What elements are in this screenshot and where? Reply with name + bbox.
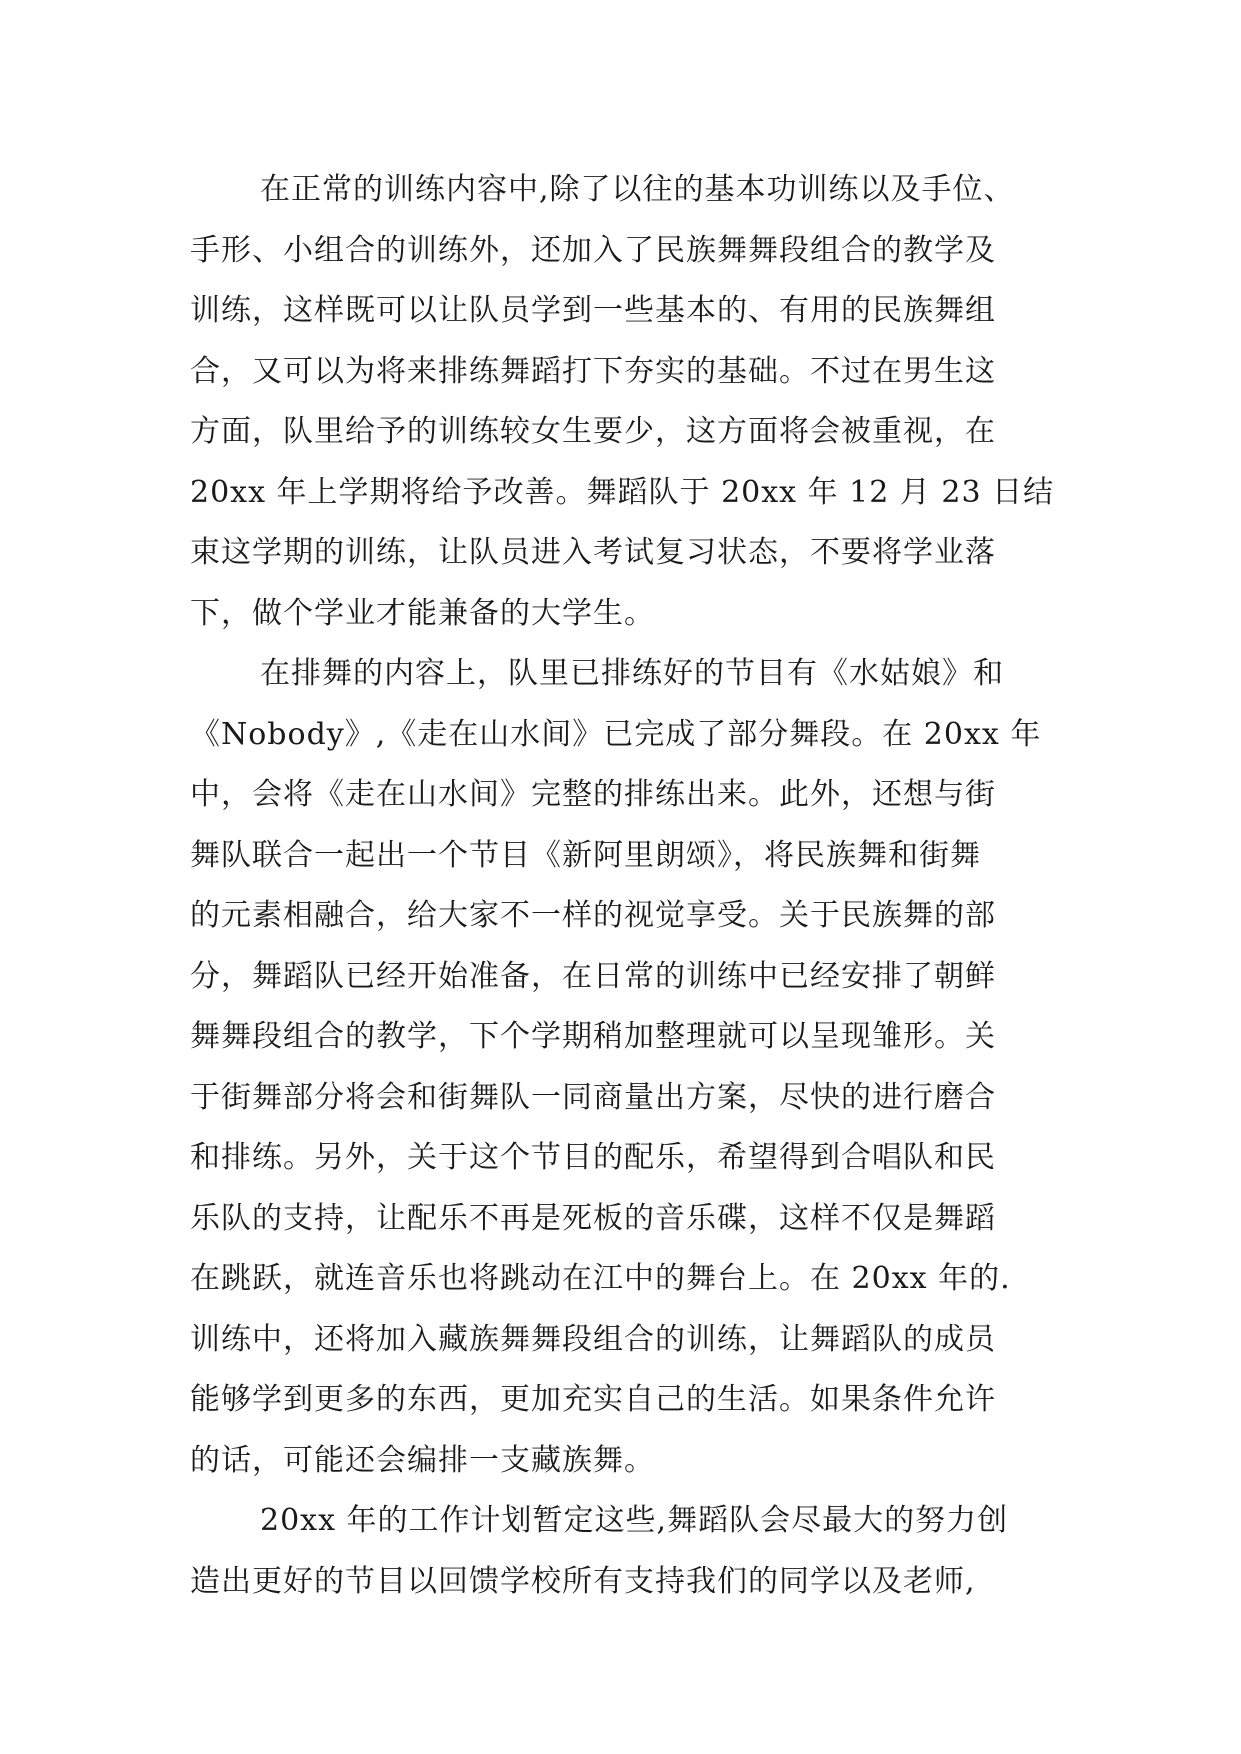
text-line: 在跳跃，就连音乐也将跳动在江中的舞台上。在 20xx 年的. [190,1261,1011,1296]
text-line: 在正常的训练内容中,除了以往的基本功训练以及手位、 [260,172,1015,207]
paragraph-training [190,160,1070,644]
text-line: 《Nobody》,《走在山水间》已完成了部分舞段。在 20xx 年 [190,716,1042,752]
text-line: 训练，这样既可以让队员学到一些基本的、有用的民族舞组 [190,293,996,328]
text-line: 分，舞蹈队已经开始准备，在日常的训练中已经安排了朝鲜 [190,958,996,994]
paragraph-choreography [190,644,1070,1491]
text-line: 中，会将《走在山水间》完整的排练出来。此外，还想与街 [190,777,996,812]
text-line: 束这学期的训练，让队员进入考试复习状态，不要将学业落 [190,535,996,570]
text-line: 乐队的支持，让配乐不再是死板的音乐碟，这样不仅是舞蹈 [190,1200,996,1236]
text-line: 在排舞的内容上，队里已排练好的节目有《水姑娘》和 [260,656,1004,691]
text-line: 和排练。另外，关于这个节目的配乐，希望得到合唱队和民 [190,1140,996,1175]
text-line: 造出更好的节目以回馈学校所有支持我们的同学以及老师, [190,1563,976,1599]
text-line: 20xx 年的工作计划暂定这些,舞蹈队会尽最大的努力创 [260,1503,1009,1538]
paragraph-plan [190,1491,1070,1612]
text-line: 于街舞部分将会和街舞队一同商量出方案，尽快的进行磨合 [190,1079,996,1115]
text-line: 下，做个学业才能兼备的大学生。 [190,595,655,631]
text-line: 的元素相融合，给大家不一样的视觉享受。关于民族舞的部 [190,898,996,933]
text-line: 20xx 年上学期将给予改善。舞蹈队于 20xx 年 12 月 23 日结 [190,474,1055,510]
text-line: 训练中，还将加入藏族舞舞段组合的训练，让舞蹈队的成员 [190,1321,996,1357]
text-line: 合，又可以为将来排练舞蹈打下夯实的基础。不过在男生这 [190,353,996,389]
text-line: 能够学到更多的东西，更加充实自己的生活。如果条件允许 [190,1382,996,1417]
document-body [190,160,1070,1612]
text-line: 的话，可能还会编排一支藏族舞。 [190,1442,655,1478]
text-line: 方面，队里给予的训练较女生要少，这方面将会被重视，在 [190,414,996,449]
text-line: 手形、小组合的训练外，还加入了民族舞舞段组合的教学及 [190,232,996,268]
text-line: 舞舞段组合的教学，下个学期稍加整理就可以呈现雏形。关 [190,1019,996,1054]
text-line: 舞队联合一起出一个节目《新阿里朗颂》，将民族舞和街舞 [190,837,981,873]
